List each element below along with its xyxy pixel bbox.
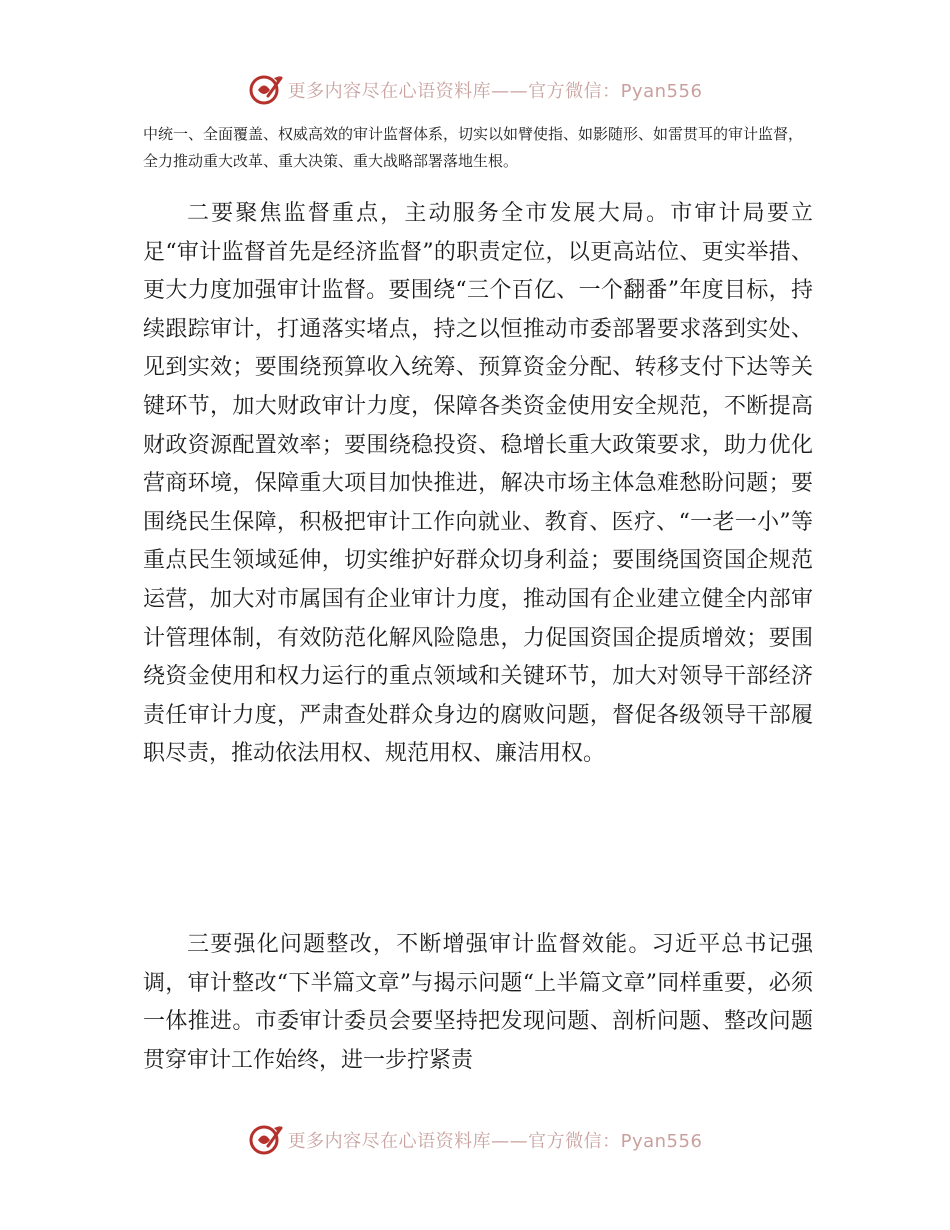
watermark-header [0,70,950,110]
watermark-footer [0,1120,950,1160]
paragraph-2: 二要聚焦监督重点，主动服务全市发展大局。市审计局要立足“审计监督首先是经济监督”的职责定位，以更高站位、更实举措、更大力度加强审计监督。要围绕“三个百亿、一个翻番”年度目标，持续跟踪审计，打通落实堵点，持之以恒推动市委部署要求落到实处、见到实效；要围绕预算收入统筹、预算资金分配、转移支付下达等关键环节，加大财政审计力度，保障各类资金使用安全规范，不断提高财政资源配置效率；要围绕稳投资、稳增长重大政策要求，助力优化营商环境，保障重大项目加快推进，解决市场主体急难愁盼问题；要围绕民生保障，积极把审计工作向就业、教育、医疗、“一老一小”等重点民生领域延伸，切实维护好群众切身利益；要围绕国资国企规范运营，加大对市属国有企业审计力度，推动国有企业建立健全内部审计管理体制，有效防范化解风险隐患，力促国资国企提质增效；要围绕资金使用和权力运行的重点领域和关键环节，加大对领导干部经济责任审计力度，严肃查处群众身边的腐败问题，督促各级领导干部履职尽责，推动依法用权、规范用权、廉洁用权。 [143,201,813,767]
rose-pen-logo-icon [248,72,284,108]
rose-pen-logo-icon [248,1122,284,1158]
watermark-text: 更多内容尽在心语资料库——官方微信：Pyan556 [287,1131,703,1152]
paragraph-3: 三要强化问题整改，不断增强审计监督效能。习近平总书记强调，审计整改“下半篇文章”与揭示问题“上半篇文章”同样重要，必须一体推进。市委审计委员会要坚持把发现问题、剖析问题、整改问题贯穿审计工作始终，进一步拧紧责 [143,932,813,1073]
watermark-text: 更多内容尽在心语资料库——官方微信：Pyan556 [287,81,703,102]
continuation-text: 中统一、全面覆盖、权威高效的审计监督体系，切实以如臂使指、如影随形、如雷贯耳的审计监督，全力推动重大改革、重大决策、重大战略部署落地生根。 [143,125,804,170]
